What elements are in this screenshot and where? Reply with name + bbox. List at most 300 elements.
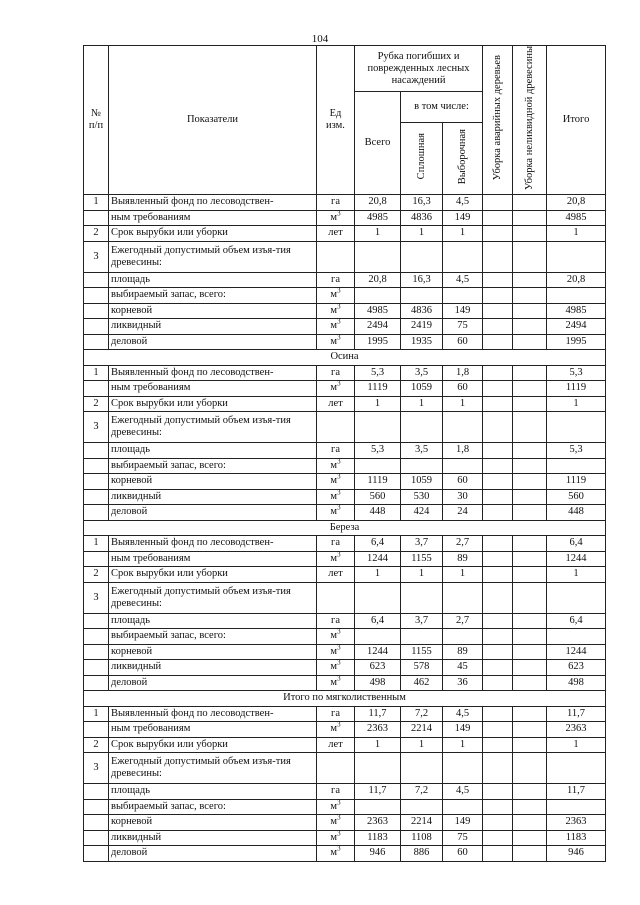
table-row (84, 489, 606, 505)
row-value (355, 458, 401, 474)
row-value: 498 (355, 675, 401, 691)
row-unit: лет (317, 226, 355, 242)
row-value (513, 272, 547, 288)
row-label: выбираемый запас, всего: (109, 458, 317, 474)
row-label: площадь (109, 784, 317, 800)
row-value: 560 (547, 489, 606, 505)
section-title-row (84, 691, 606, 707)
row-value: 1 (355, 396, 401, 412)
row-label: ным требованиям (109, 551, 317, 567)
row-value: 149 (443, 303, 483, 319)
table-row (84, 846, 606, 862)
row-value: 11,7 (355, 706, 401, 722)
row-label: Ежегодный допустимый объем изъя-тия древесины: (109, 412, 317, 443)
row-value (513, 241, 547, 272)
row-value (513, 613, 547, 629)
table-row (84, 644, 606, 660)
row-label: выбираемый запас, всего: (109, 288, 317, 304)
row-value: 89 (443, 644, 483, 660)
row-unit: $м^3$ (317, 830, 355, 846)
row-value (513, 365, 547, 381)
row-value: 6,4 (547, 613, 606, 629)
row-label: корневой (109, 644, 317, 660)
row-number (84, 629, 109, 645)
row-value: 1 (443, 567, 483, 583)
row-value: 1 (547, 567, 606, 583)
table-row (84, 799, 606, 815)
row-value (483, 706, 513, 722)
row-value: 2214 (401, 815, 443, 831)
row-unit: $м^3$ (317, 505, 355, 521)
row-label: ным требованиям (109, 381, 317, 397)
row-value (513, 737, 547, 753)
row-value: 1 (547, 396, 606, 412)
row-unit: $м^3$ (317, 334, 355, 350)
row-value (513, 567, 547, 583)
row-value: 4836 (401, 210, 443, 226)
row-value: 6,4 (355, 536, 401, 552)
row-value (483, 272, 513, 288)
row-number (84, 830, 109, 846)
header-unit: Ед изм. (317, 46, 355, 195)
row-value: 623 (355, 660, 401, 676)
row-number: 1 (84, 536, 109, 552)
table-row (84, 753, 606, 784)
row-value (547, 753, 606, 784)
table-row (84, 412, 606, 443)
section-title: Осина (84, 350, 606, 366)
row-value: 5,3 (547, 365, 606, 381)
row-value: 2363 (547, 815, 606, 831)
row-value (355, 629, 401, 645)
row-number (84, 319, 109, 335)
row-label: Ежегодный допустимый объем изъя-тия древесины: (109, 753, 317, 784)
row-number (84, 458, 109, 474)
row-value (513, 629, 547, 645)
row-unit: лет (317, 737, 355, 753)
table-row (84, 737, 606, 753)
row-value (483, 319, 513, 335)
row-value (547, 241, 606, 272)
row-value: 20,8 (547, 272, 606, 288)
table-row (84, 474, 606, 490)
row-value (483, 334, 513, 350)
row-value: 1 (355, 737, 401, 753)
row-value (513, 660, 547, 676)
row-value (547, 582, 606, 613)
row-number (84, 303, 109, 319)
row-value: 11,7 (355, 784, 401, 800)
row-value: 946 (355, 846, 401, 862)
row-number (84, 722, 109, 738)
header-indicators: Показатели (109, 46, 317, 195)
row-unit: $м^3$ (317, 319, 355, 335)
row-unit: га (317, 784, 355, 800)
row-value (483, 613, 513, 629)
row-value: 1059 (401, 381, 443, 397)
row-value: 1183 (355, 830, 401, 846)
row-label: ликвидный (109, 319, 317, 335)
row-number (84, 799, 109, 815)
table-row (84, 706, 606, 722)
row-value: 149 (443, 815, 483, 831)
row-value: 1 (547, 226, 606, 242)
row-number (84, 846, 109, 862)
row-value: 149 (443, 722, 483, 738)
row-value: 1119 (355, 381, 401, 397)
row-value: 3,5 (401, 365, 443, 381)
row-value: 2494 (355, 319, 401, 335)
table-row (84, 582, 606, 613)
table-row (84, 334, 606, 350)
row-value (513, 396, 547, 412)
row-value: 4,5 (443, 195, 483, 211)
row-label: выбираемый запас, всего: (109, 799, 317, 815)
row-value (483, 458, 513, 474)
row-value (513, 288, 547, 304)
row-value (483, 443, 513, 459)
row-value: 60 (443, 334, 483, 350)
row-value: 1 (355, 567, 401, 583)
row-number (84, 644, 109, 660)
row-value (513, 706, 547, 722)
row-number (84, 613, 109, 629)
header-group: Рубка погибших и поврежденных лесных насаждений (355, 46, 483, 92)
row-value: 2363 (355, 722, 401, 738)
page-number: 104 (311, 33, 329, 45)
row-value (547, 799, 606, 815)
row-value (483, 629, 513, 645)
row-label: корневой (109, 474, 317, 490)
row-unit: $м^3$ (317, 660, 355, 676)
row-unit: $м^3$ (317, 675, 355, 691)
row-value (483, 551, 513, 567)
row-value: 2363 (355, 815, 401, 831)
row-value (483, 846, 513, 862)
row-number (84, 489, 109, 505)
table-row (84, 272, 606, 288)
row-value: 1,8 (443, 365, 483, 381)
row-value: 20,8 (355, 272, 401, 288)
row-value: 30 (443, 489, 483, 505)
row-value (401, 799, 443, 815)
table-row (84, 303, 606, 319)
table-row (84, 784, 606, 800)
row-number (84, 474, 109, 490)
row-unit (317, 753, 355, 784)
row-value (401, 288, 443, 304)
row-value: 498 (547, 675, 606, 691)
row-value: 75 (443, 319, 483, 335)
row-number: 1 (84, 195, 109, 211)
row-value (513, 536, 547, 552)
row-unit (317, 241, 355, 272)
row-value: 60 (443, 846, 483, 862)
row-number (84, 210, 109, 226)
row-label: ликвидный (109, 830, 317, 846)
table-row (84, 288, 606, 304)
table-row (84, 505, 606, 521)
row-value: 1059 (401, 474, 443, 490)
table-row (84, 365, 606, 381)
row-value: 4985 (355, 210, 401, 226)
row-value: 16,3 (401, 195, 443, 211)
row-value: 4836 (401, 303, 443, 319)
row-value (513, 412, 547, 443)
row-number: 3 (84, 241, 109, 272)
row-number: 2 (84, 567, 109, 583)
row-number: 1 (84, 365, 109, 381)
row-value: 462 (401, 675, 443, 691)
row-value (513, 458, 547, 474)
row-value (401, 241, 443, 272)
header-unliquid: Уборка неликвидной древесины (513, 46, 547, 195)
row-value (443, 629, 483, 645)
row-unit: га (317, 536, 355, 552)
row-value: 1155 (401, 644, 443, 660)
row-value (355, 412, 401, 443)
row-value (483, 660, 513, 676)
row-value: 530 (401, 489, 443, 505)
row-value: 5,3 (355, 365, 401, 381)
row-unit: $м^3$ (317, 815, 355, 831)
row-value (401, 629, 443, 645)
row-number (84, 784, 109, 800)
row-value: 3,7 (401, 536, 443, 552)
row-value: 1119 (547, 474, 606, 490)
row-value (355, 288, 401, 304)
section-title: Береза (84, 520, 606, 536)
row-value: 578 (401, 660, 443, 676)
row-number (84, 675, 109, 691)
row-value (483, 644, 513, 660)
row-unit: га (317, 706, 355, 722)
row-value (483, 582, 513, 613)
row-value (513, 210, 547, 226)
row-value: 5,3 (355, 443, 401, 459)
row-value: 4985 (547, 303, 606, 319)
row-value: 2419 (401, 319, 443, 335)
row-value (513, 675, 547, 691)
row-value: 75 (443, 830, 483, 846)
row-unit: $м^3$ (317, 381, 355, 397)
row-value (483, 365, 513, 381)
row-value: 2,7 (443, 613, 483, 629)
row-value: 424 (401, 505, 443, 521)
row-value: 3,7 (401, 613, 443, 629)
row-value (513, 784, 547, 800)
row-value (483, 753, 513, 784)
table-row (84, 722, 606, 738)
row-value (483, 675, 513, 691)
row-label: Выявленный фонд по лесоводствен- (109, 195, 317, 211)
table-row (84, 567, 606, 583)
forest-table (83, 45, 606, 862)
row-unit: $м^3$ (317, 551, 355, 567)
row-value (513, 319, 547, 335)
row-number (84, 551, 109, 567)
row-value: 20,8 (355, 195, 401, 211)
row-number (84, 334, 109, 350)
row-value: 36 (443, 675, 483, 691)
row-value (513, 505, 547, 521)
table-row (84, 458, 606, 474)
row-unit: $м^3$ (317, 799, 355, 815)
row-label: выбираемый запас, всего: (109, 629, 317, 645)
row-value: 2214 (401, 722, 443, 738)
row-unit: га (317, 272, 355, 288)
row-number: 3 (84, 753, 109, 784)
row-value: 11,7 (547, 784, 606, 800)
row-value (483, 412, 513, 443)
row-value: 4,5 (443, 784, 483, 800)
row-value (483, 241, 513, 272)
row-value (483, 784, 513, 800)
row-unit: га (317, 365, 355, 381)
row-number: 2 (84, 396, 109, 412)
row-value: 946 (547, 846, 606, 862)
row-value (443, 288, 483, 304)
row-value: 560 (355, 489, 401, 505)
row-value: 1119 (547, 381, 606, 397)
row-value: 623 (547, 660, 606, 676)
header-clear: Сплошная (401, 123, 443, 195)
row-value: 1108 (401, 830, 443, 846)
header-incl: в том числе: (401, 92, 483, 123)
row-value: 1155 (401, 551, 443, 567)
row-value (513, 722, 547, 738)
row-value (513, 381, 547, 397)
row-value: 1183 (547, 830, 606, 846)
row-label: деловой (109, 505, 317, 521)
row-value (513, 846, 547, 862)
row-value (483, 381, 513, 397)
header-selective: Выборочная (443, 123, 483, 195)
row-value (401, 412, 443, 443)
row-value (401, 753, 443, 784)
row-value (483, 567, 513, 583)
row-label: площадь (109, 613, 317, 629)
row-value (483, 737, 513, 753)
row-value: 60 (443, 474, 483, 490)
table-row (84, 210, 606, 226)
row-value: 1 (443, 737, 483, 753)
row-unit: $м^3$ (317, 303, 355, 319)
row-value (355, 799, 401, 815)
table-row (84, 241, 606, 272)
row-value: 149 (443, 210, 483, 226)
row-value: 1995 (355, 334, 401, 350)
row-value (483, 303, 513, 319)
row-value (513, 195, 547, 211)
row-value: 24 (443, 505, 483, 521)
row-label: деловой (109, 846, 317, 862)
row-number: 1 (84, 706, 109, 722)
row-unit: лет (317, 396, 355, 412)
row-unit (317, 412, 355, 443)
row-number: 2 (84, 226, 109, 242)
row-value (547, 288, 606, 304)
row-value (355, 753, 401, 784)
row-label: Ежегодный допустимый объем изъя-тия древесины: (109, 582, 317, 613)
table-row (84, 830, 606, 846)
table-row (84, 675, 606, 691)
table-row (84, 629, 606, 645)
row-number: 3 (84, 582, 109, 613)
table-row (84, 815, 606, 831)
header-num: № п/п (84, 46, 109, 195)
row-value: 448 (355, 505, 401, 521)
row-value (443, 582, 483, 613)
row-value: 1 (443, 396, 483, 412)
row-number (84, 505, 109, 521)
row-unit: $м^3$ (317, 846, 355, 862)
row-unit: $м^3$ (317, 489, 355, 505)
section-title: Итого по мягколиственным (84, 691, 606, 707)
row-value (483, 799, 513, 815)
row-label: корневой (109, 815, 317, 831)
row-value (547, 629, 606, 645)
table-row (84, 660, 606, 676)
row-value: 16,3 (401, 272, 443, 288)
row-value: 1 (547, 737, 606, 753)
row-unit (317, 582, 355, 613)
row-value (483, 210, 513, 226)
table-row (84, 396, 606, 412)
row-value (483, 226, 513, 242)
row-number (84, 288, 109, 304)
row-value (443, 241, 483, 272)
header-itogo: Итого (547, 46, 606, 195)
row-value (513, 644, 547, 660)
table-row (84, 319, 606, 335)
row-value: 45 (443, 660, 483, 676)
row-label: Ежегодный допустимый объем изъя-тия древесины: (109, 241, 317, 272)
row-value: 1995 (547, 334, 606, 350)
row-label: деловой (109, 334, 317, 350)
row-value: 2494 (547, 319, 606, 335)
row-value: 1244 (547, 551, 606, 567)
table-row (84, 195, 606, 211)
table-row (84, 381, 606, 397)
row-value: 1,8 (443, 443, 483, 459)
row-label: корневой (109, 303, 317, 319)
row-unit: $м^3$ (317, 474, 355, 490)
row-value: 4985 (355, 303, 401, 319)
row-value: 4985 (547, 210, 606, 226)
row-value (513, 799, 547, 815)
table-row (84, 536, 606, 552)
row-value: 1244 (547, 644, 606, 660)
row-unit: $м^3$ (317, 458, 355, 474)
row-label: Срок вырубки или уборки (109, 396, 317, 412)
row-value: 1119 (355, 474, 401, 490)
row-value: 1 (401, 226, 443, 242)
row-label: Срок вырубки или уборки (109, 567, 317, 583)
row-number (84, 443, 109, 459)
row-value (483, 536, 513, 552)
row-value: 6,4 (547, 536, 606, 552)
row-value: 6,4 (355, 613, 401, 629)
row-value: 20,8 (547, 195, 606, 211)
row-value (401, 458, 443, 474)
row-value: 5,3 (547, 443, 606, 459)
row-value: 2,7 (443, 536, 483, 552)
row-label: Срок вырубки или уборки (109, 226, 317, 242)
row-value: 11,7 (547, 706, 606, 722)
row-label: ликвидный (109, 660, 317, 676)
row-value (483, 489, 513, 505)
